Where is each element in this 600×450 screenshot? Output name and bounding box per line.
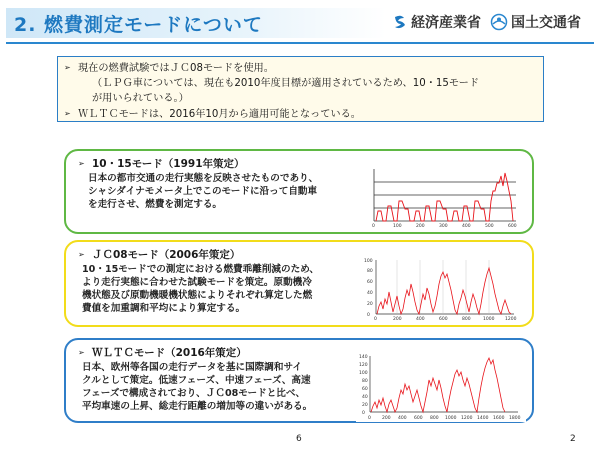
x-tick-label: 400 (462, 224, 471, 229)
x-tick-label: 1800 (509, 416, 521, 421)
intro-line: ➢ ＷＬＴＣモードは、2016年10月から適用可能となっている。 (64, 106, 537, 122)
x-tick-label: 600 (508, 224, 517, 229)
speed-trace-chart (356, 350, 526, 422)
triangle-right-icon: ➢ (78, 348, 85, 357)
y-tick-label: 100 (364, 259, 373, 264)
description-line: 10・15モードでの測定における燃費乖離削減のため、 (82, 264, 319, 275)
triangle-right-icon: ➢ (78, 159, 85, 168)
description-line: 平均車速の上昇、総走行距離の増加等の違いがある。 (82, 401, 313, 412)
jc08-chart (362, 254, 522, 324)
y-tick-label: 0 (362, 411, 365, 416)
x-tick-label: 1200 (505, 317, 517, 322)
y-tick-label: 80 (362, 379, 368, 384)
x-tick-label: 1600 (493, 416, 505, 421)
intro-line: が用いられている。） (92, 93, 189, 104)
x-tick-label: 0 (374, 317, 377, 322)
card-jc08-mode (64, 240, 534, 327)
x-tick-label: 800 (430, 416, 439, 421)
speed-trace-chart (362, 254, 522, 324)
speed-trace-chart (364, 161, 524, 231)
slide-header (0, 0, 600, 44)
card-1015-mode (64, 149, 534, 234)
description-line: 機状態及び原動機暖機状態によりそれぞれ算定した燃 (82, 290, 313, 301)
meti-name: 経済産業省 (411, 15, 481, 31)
x-tick-label: 600 (439, 317, 448, 322)
description-line: 日本、欧州等各国の走行データを基に国際調和サイ (82, 362, 302, 373)
description-line: 費値を加重調和平均により算定する。 (82, 303, 246, 314)
x-tick-label: 100 (393, 224, 402, 229)
card-description (82, 361, 360, 413)
x-tick-label: 200 (382, 416, 391, 421)
description-line: を走行させ、燃費を測定する。 (88, 199, 223, 210)
x-tick-label: 1200 (461, 416, 473, 421)
page-number: 6 (296, 434, 302, 444)
x-tick-label: 400 (416, 317, 425, 322)
y-tick-label: 0 (367, 313, 370, 318)
slide-number: 2 (570, 434, 576, 444)
triangle-right-icon: ➢ (64, 109, 71, 118)
description-line: フェーズで構成されており、ＪＣ08モードと比べ、 (82, 388, 306, 399)
x-tick-label: 0 (368, 416, 371, 421)
y-tick-label: 120 (359, 363, 368, 368)
intro-line: （ＬＰＧ車については、現在も2010年度目標が適用されているため、10・15モード (92, 78, 480, 89)
y-tick-label: 80 (367, 269, 373, 274)
x-tick-label: 500 (485, 224, 494, 229)
x-tick-label: 1400 (477, 416, 489, 421)
x-tick-label: 200 (416, 224, 425, 229)
y-tick-label: 20 (367, 302, 373, 307)
intro-box (57, 56, 544, 122)
x-tick-label: 1000 (445, 416, 457, 421)
card-description (82, 263, 360, 315)
wltc-chart (356, 350, 526, 422)
description-line: 日本の都市交通の走行実態を反映させたものであり、 (88, 173, 319, 184)
description-line: より走行実態に合わせた試験モードを策定。原動機冷 (82, 277, 312, 288)
card-heading: ➢ 10・15モード（1991年策定） (78, 158, 245, 170)
y-tick-label: 140 (359, 355, 368, 360)
card-wltc-mode (64, 338, 534, 423)
mlit-logo (490, 12, 581, 32)
x-tick-label: 800 (462, 317, 471, 322)
triangle-right-icon: ➢ (64, 63, 71, 72)
x-tick-label: 1000 (483, 317, 495, 322)
intro-line: ➢ 現在の燃費試験ではＪＣ08モードを使用。 (64, 60, 537, 76)
triangle-right-icon: ➢ (78, 250, 85, 259)
meti-logo (392, 12, 481, 32)
description-line: クルとして策定。低速フェーズ、中速フェーズ、高速 (82, 375, 311, 386)
mode-1015-chart (364, 161, 524, 231)
y-tick-label: 60 (362, 387, 368, 392)
page-title: 2. 燃費測定モードについて (14, 14, 263, 36)
mlit-emblem-icon (490, 13, 508, 31)
x-tick-label: 200 (393, 317, 402, 322)
mlit-name: 国土交通省 (511, 15, 581, 31)
x-tick-label: 300 (439, 224, 448, 229)
x-tick-label: 0 (372, 224, 375, 229)
card-description (88, 172, 366, 211)
y-tick-label: 40 (367, 291, 373, 296)
y-tick-label: 40 (362, 395, 368, 400)
y-tick-label: 20 (362, 403, 368, 408)
x-tick-label: 600 (414, 416, 423, 421)
card-heading: ➢ ＷＬＴＣモード（2016年策定） (78, 347, 247, 359)
y-tick-label: 100 (359, 371, 368, 376)
meti-emblem-icon (392, 14, 408, 30)
x-tick-label: 400 (398, 416, 407, 421)
card-heading: ➢ ＪＣ08モード（2006年策定） (78, 249, 241, 261)
header-underline (6, 42, 594, 44)
description-line: シャシダイナモメータ上でこのモードに沿って自動車 (88, 186, 318, 197)
y-tick-label: 60 (367, 280, 373, 285)
